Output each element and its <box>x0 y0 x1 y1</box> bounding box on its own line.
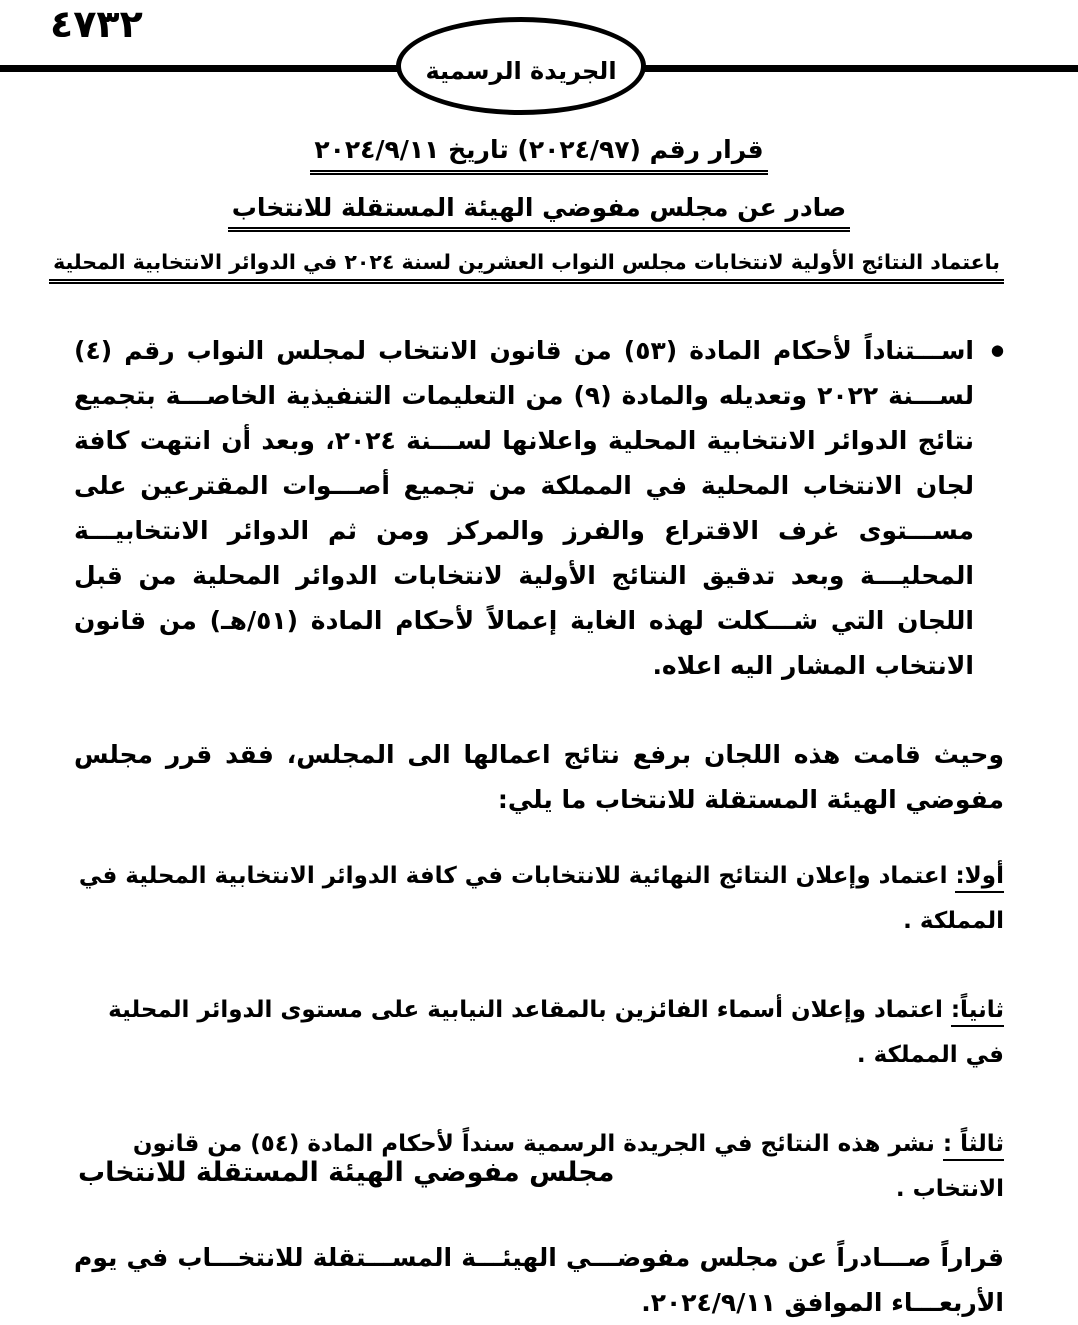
signature-line: مجلس مفوضي الهيئة المستقلة للانتخاب <box>78 1157 615 1188</box>
decision-item-second-text: اعتماد وإعلان أسماء الفائزين بالمقاعد النيابية على مستوى الدوائر المحلية في المملكة . <box>108 996 1004 1068</box>
decision-number-line <box>74 134 1004 175</box>
decision-item-third-label: ثالثاً : <box>943 1131 1004 1161</box>
decision-item-second-label: ثانياً: <box>951 997 1004 1027</box>
bullet-icon: ● <box>990 340 1004 359</box>
decision-number-text: قرار رقم (٢٠٢٤/٩٧) تاريخ ٢٠٢٤/٩/١١ <box>310 134 767 175</box>
decision-issuer-text: صادر عن مجلس مفوضي الهيئة المستقلة للانتخاب <box>228 192 850 233</box>
whereas-paragraph: وحيث قامت هذه اللجان برفع نتائج اعمالها الى المجلس، فقد قرر مجلس مفوضي الهيئة المستقلة للانتخاب ما يلي: <box>74 739 1004 814</box>
gazette-masthead-oval <box>396 17 646 115</box>
decision-document <box>0 134 1078 1325</box>
decision-item-second <box>74 988 1004 1078</box>
decision-title-block <box>53 134 1004 284</box>
decision-item-third-text: نشر هذه النتائج في الجريدة الرسمية سنداً لأحكام المادة (٥٤) من قانون الانتخاب . <box>132 1130 1004 1202</box>
decision-subject-text: باعتماد النتائج الأولية لانتخابات مجلس النواب العشرين لسنة ٢٠٢٤ في الدوائر الانتخابية المحلية <box>49 249 1004 284</box>
decision-item-first-text: اعتماد وإعلان النتائج النهائية للانتخابات في كافة الدوائر الانتخابية المحلية في المملكة . <box>78 862 1004 934</box>
decision-item-first-label: أولا: <box>955 863 1004 893</box>
decision-item-first <box>74 854 1004 944</box>
closing-paragraph: قراراً صـــادراً عن مجلس مفوضـــي الهيئـــة المســـتقلة للانتخـــاب في يوم الأربعـــاء الموافق ٢٠٢٤/٩/١١. <box>74 1242 1004 1317</box>
preamble-paragraph: اســـتناداً لأحكام المادة (٥٣) من قانون الانتخاب لمجلس النواب رقم (٤) لســـنة ٢٠٢٢ وتعديله والمادة (٩) من التعليمات التنفيذية الخاصـــة بتجميع نتائج الدوائر الانتخابية المحلية واعلانها لســـنة ٢٠٢٤، وبعد أن انتهت كافة لجان الانتخاب المحلية في المملكة من تجميع أصـــوات المقترعين على مســـتوى غرف الاقتراع والفرز والمركز ومن ثم الدوائر الانتخابيـــة المحليـــة وبعد تدقيق النتائج الأولية لانتخابات الدوائر المحلية من قبل اللجان التي شـــكلت لهذه الغاية إعمالاً لأحكام المادة (٥١/هـ) من قانون الانتخاب المشار اليه اعلاه. <box>74 335 974 680</box>
decision-subject-line <box>53 249 1004 284</box>
preamble-section <box>74 328 1004 688</box>
gazette-masthead-label: الجريدة الرسمية <box>425 57 617 85</box>
page-header <box>0 0 1078 120</box>
decision-issuer-line <box>74 192 1004 233</box>
page-number: ٤٧٣٢ <box>50 2 143 46</box>
